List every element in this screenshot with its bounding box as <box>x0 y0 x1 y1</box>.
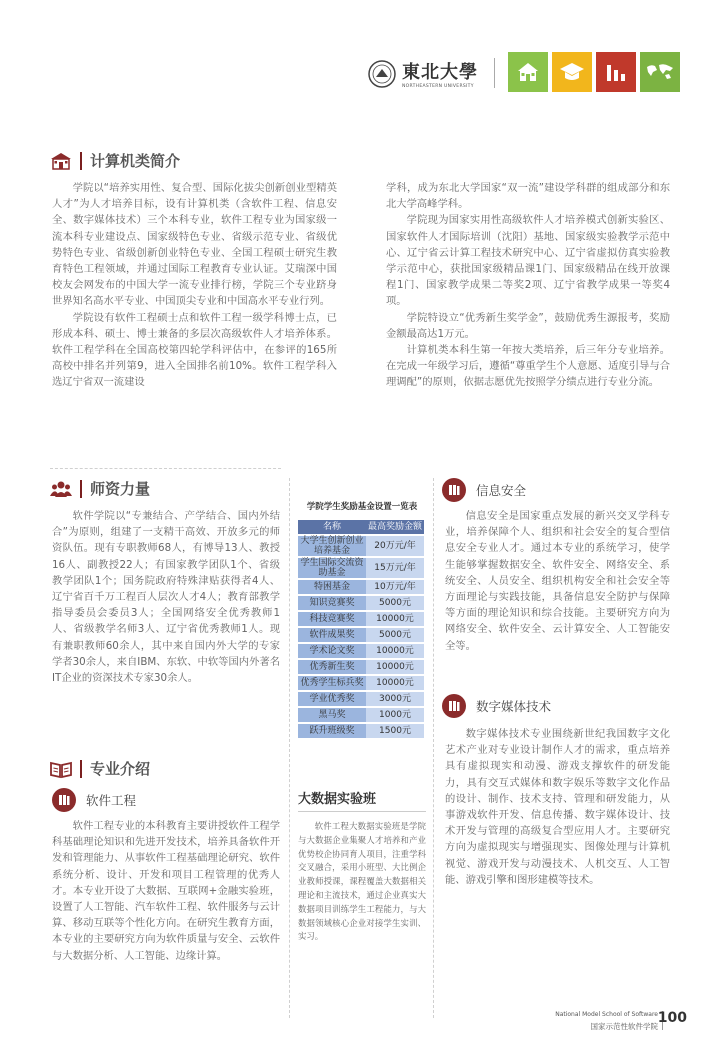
fund-name-cell: 大学生创新创业培养基金 <box>298 536 366 556</box>
footer-school-en: National Model School of Software <box>555 1011 658 1018</box>
fund-amount-cell: 10000元 <box>366 660 424 674</box>
intro-left-column <box>52 180 337 391</box>
digital-media-subtitle <box>442 694 551 718</box>
faculty-title: 师资力量 <box>90 480 151 498</box>
table-row <box>298 660 424 674</box>
fund-table-title: 学院学生奖励基金设置一览表 <box>306 502 418 512</box>
infosec-subtitle <box>442 478 526 502</box>
table-row <box>298 676 424 690</box>
table-row <box>298 708 424 722</box>
faculty-body <box>52 508 280 686</box>
intro-section-title <box>50 150 180 171</box>
table-row <box>298 628 424 642</box>
fund-amount-cell: 5000元 <box>366 628 424 642</box>
fund-amount-cell: 10000元 <box>366 644 424 658</box>
section-divider <box>50 468 281 469</box>
fund-table-block <box>298 500 426 740</box>
column-divider <box>433 478 434 1018</box>
title-bar <box>80 152 82 170</box>
bigdata-paragraph: 软件工程大数据实验班是学院与大数据企业集聚人才培养和产业优势校企协同育人项目，注重学科交叉融合，采用小班型、大比例企业教师授课，课程覆盖大数据相关理论和主流技术，通过企业真实大数据项目训练学生工程能力，与大数据领域核心企业对接学生实训、实习。 <box>298 821 426 942</box>
table-row <box>298 644 424 658</box>
majors-title: 专业介绍 <box>90 760 151 778</box>
fund-table-header-row <box>298 520 424 534</box>
school-building-icon <box>50 151 72 171</box>
fund-name-cell: 优秀新生奖 <box>298 660 366 674</box>
university-seal-icon <box>368 60 396 88</box>
book-stack-icon <box>52 788 76 812</box>
intro-right-column <box>386 180 670 391</box>
fund-name-cell: 学业优秀奖 <box>298 692 366 706</box>
software-title: 软件工程 <box>86 793 137 808</box>
intro-right-paragraph: 学科，成为东北大学国家“双一流”建设学科群的组成部分和东北大学高峰学科。 <box>386 182 670 211</box>
fund-name-cell: 学术论文奖 <box>298 644 366 658</box>
fund-name-cell: 科技竞赛奖 <box>298 612 366 626</box>
software-subtitle <box>52 788 136 812</box>
digital-media-body <box>445 726 670 888</box>
table-row <box>298 558 424 578</box>
open-book-icon <box>50 759 72 779</box>
fund-name-cell: 黑马奖 <box>298 708 366 722</box>
fund-table-header-amount: 最高奖励金额 <box>368 522 423 532</box>
table-row <box>298 536 424 556</box>
fund-amount-cell: 10万元/年 <box>366 580 424 594</box>
digital-media-title: 数字媒体技术 <box>476 699 552 714</box>
fund-amount-cell: 3000元 <box>366 692 424 706</box>
intro-title: 计算机类简介 <box>90 152 181 170</box>
graduation-cap-icon <box>552 52 592 92</box>
fund-name-cell: 软件成果奖 <box>298 628 366 642</box>
fund-name-cell: 优秀学生标兵奖 <box>298 676 366 690</box>
intro-right-paragraph: 学院特设立“优秀新生奖学金”，鼓励优秀生源报考，奖励金额最高达1万元。 <box>386 311 670 340</box>
fund-name-cell: 跃升班级奖 <box>298 724 366 738</box>
fund-amount-cell: 5000元 <box>366 596 424 610</box>
footer-school-cn: 国家示范性软件学院 <box>590 1022 658 1031</box>
page-number: 100 <box>657 1010 687 1026</box>
fund-table-header-name: 名称 <box>298 520 366 534</box>
university-logo <box>368 58 478 89</box>
fund-amount-cell: 1000元 <box>366 708 424 722</box>
footer <box>548 1010 688 1034</box>
school-building-icon <box>508 52 548 92</box>
book-stack-icon <box>442 694 466 718</box>
header <box>0 0 709 130</box>
intro-left-paragraph: 学院设有软件工程硕士点和软件工程一级学科博士点，已形成本科、硕士、博士兼备的多层次高级软件人才培养体系。软件工程学科在全国高校第四轮学科评估中，在参评的165所高校中排名并列第9，进入全国排名前10%。软件工程学科入选辽宁省双一流建设 <box>52 311 337 389</box>
software-body <box>52 818 280 964</box>
infosec-body <box>445 508 670 654</box>
faculty-section-title <box>50 478 150 499</box>
fund-amount-cell: 20万元/年 <box>366 536 424 556</box>
university-name-en: NORTHEASTERN UNIVERSITY <box>402 84 474 89</box>
fund-amount-cell: 15万元/年 <box>366 558 424 578</box>
fund-name-cell: 特困基金 <box>298 580 366 594</box>
table-row <box>298 692 424 706</box>
header-icon-row <box>508 52 680 92</box>
bigdata-block <box>298 788 426 944</box>
fund-amount-cell: 10000元 <box>366 612 424 626</box>
fund-table <box>298 518 424 740</box>
world-map-icon <box>640 52 680 92</box>
table-row <box>298 596 424 610</box>
digital-media-paragraph: 数字媒体技术专业围绕新世纪我国数字文化艺术产业对专业设计制作人才的需求，重点培养具有虚拟现实和动漫、游戏支撑软件的研发能力，具有交互式媒体和数字娱乐等数字文化作品的设计、制作、技术支持、管理和研发能力，从事游戏软件开发、信息传播、数字媒体设计、技术开发与管理的高级复合型应用人才。主要研究方向为虚拟现实与增强现实、图像处理与计算机视觉、游戏开发与动漫技术、人机交互、人工智能、游戏引擎和图形建模等技术。 <box>445 728 670 886</box>
table-row <box>298 580 424 594</box>
bar-chart-icon <box>596 52 636 92</box>
infosec-paragraph: 信息安全是国家重点发展的新兴交叉学科专业，培养保障个人、组织和社会安全的复合型信息安全专业人才。通过本专业的系统学习，使学生能够掌握数据安全、软件安全、网络安全、系统安全、人员安全、组织机构安全和社会安全等方面理论与实践技能，具备信息安全防护与保障等方面的理论知识和综合技能。主要研究方向为网络安全、软件安全、云计算安全、人工智能安全等。 <box>445 510 670 652</box>
header-divider <box>494 58 495 88</box>
bigdata-title: 大数据实验班 <box>298 788 426 812</box>
fund-name-cell: 学生国际交流资助基金 <box>298 558 366 578</box>
majors-section-title <box>50 758 150 779</box>
fund-amount-cell: 10000元 <box>366 676 424 690</box>
table-row <box>298 724 424 738</box>
book-stack-icon <box>442 478 466 502</box>
fund-amount-cell: 1500元 <box>366 724 424 738</box>
table-row <box>298 612 424 626</box>
people-group-icon <box>50 479 72 499</box>
title-bar <box>80 480 82 498</box>
infosec-title: 信息安全 <box>476 483 527 498</box>
column-divider <box>289 478 290 1018</box>
software-paragraph: 软件工程专业的本科教育主要讲授软件工程学科基础理论知识和先进开发技术，培养具备软件开发和管理能力、从事软件工程基础理论研究、软件系统分析、设计、开发和项目工程管理的优秀人才。本专业开设了大数据、互联网+金融实验班，设置了人工智能、汽车软件工程、软件服务与云计算、移动互联等个性化方向。在研究生教育方面，本专业的主要研究方向为软件质量与安全、云软件与大数据分析、人工智能、边缘计算。 <box>52 820 280 962</box>
faculty-paragraph: 软件学院以“专兼结合、产学结合、国内外结合”为原则，组建了一支精干高效、开放多元的师资队伍。现有专职教师68人，有博导13人、教授16人、副教授22人；有国家教学团队1个、省级教学团队1个；国务院政府特殊津贴获得者4人、辽宁省百千万工程百人层次人才4人；教育部教学指导委员会委员3人；全国网络安全优秀教师1人、省级教学名师3人、辽宁省优秀教师1人。现有兼职教师60余人，其中来自国内外大学的专家学者30余人，来自IBM、东软、中软等国内外著名IT企业的资深技术专家30余人。 <box>52 510 280 685</box>
intro-right-paragraph: 学院现为国家实用性高级软件人才培养模式创新实验区、国家软件人才国际培训（沈阳）基地、国家级实验教学示范中心、辽宁省云计算工程技术研究中心、辽宁省虚拟仿真实验教学示范中心，获批国家级精品课1门、国家级精品在线开放课程1门、国家教学成果二等奖2项、辽宁省教学成果一等奖4项。 <box>386 214 670 308</box>
intro-right-paragraph: 计算机类本科生第一年按大类培养，后三年分专业培养。在完成一年级学习后，遵循“尊重学生个人意愿、适度引导与合理调配”的原则，依据志愿优先按照学分绩点进行专业分流。 <box>386 344 670 389</box>
title-bar <box>80 760 82 778</box>
fund-name-cell: 知识竞赛奖 <box>298 596 366 610</box>
university-name-cn: 東北大學 <box>402 62 478 83</box>
intro-left-paragraph: 学院以“培养实用性、复合型、国际化拔尖创新创业型精英人才”为人才培养目标，设有计算机类（含软件工程、信息安全、数字媒体技术）三个本科专业，软件工程专业为国家级一流本科专业建设点、国家级特色专业、省级示范专业、省级优势特色专业、省级创新创业特色专业、全国工程硕士研究生教育特色工程领域，并通过国际工程教育专业认证。艾瑞深中国校友会网发布的中国大学一流专业排行榜，学院三个专业跻身世界知名高水平专业、中国顶尖专业和中国高水平专业行列。 <box>52 182 337 308</box>
